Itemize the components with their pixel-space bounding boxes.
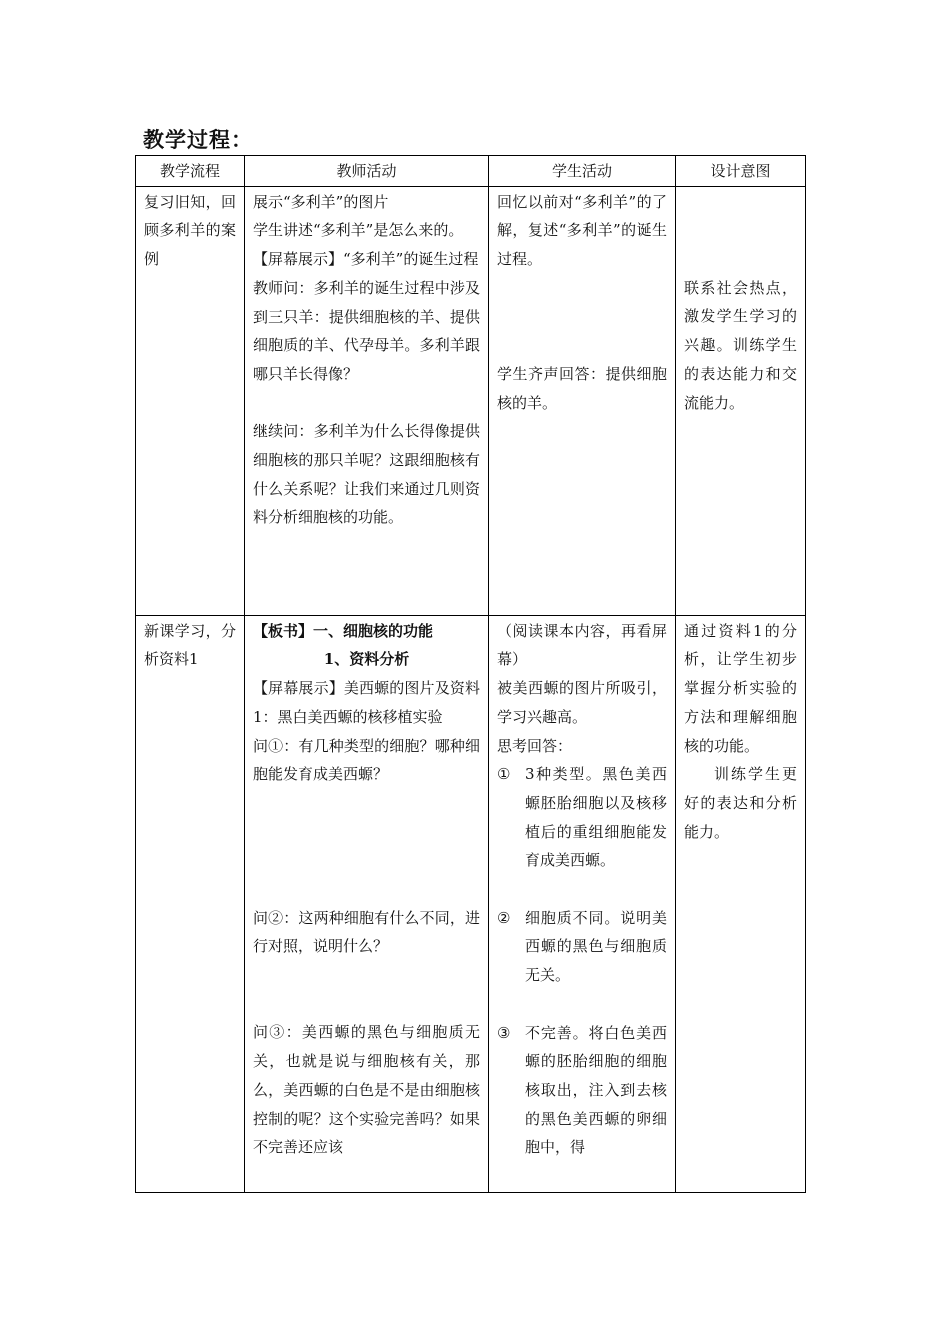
flow-text: 新课学习，分析资料1 (144, 621, 236, 669)
intent-text: 训练学生更好的表达和分析能力。 (684, 765, 797, 841)
student-line: 思考回答： (497, 736, 573, 755)
spacer (253, 389, 480, 418)
flow-cell (136, 186, 245, 615)
answer-marker: ① (497, 765, 511, 784)
header-teacher: 教师活动 (245, 156, 489, 187)
board-heading (253, 617, 480, 646)
spacer (253, 818, 480, 847)
spacer (497, 274, 667, 303)
spacer (253, 846, 480, 875)
spacer (253, 875, 480, 904)
answer-marker: ③ (497, 1023, 511, 1042)
student-line: 回忆以前对“多利羊”的了解，复述“多利羊”的诞生过程。 (497, 192, 667, 269)
lesson-table (135, 155, 806, 1193)
student-cell (489, 186, 676, 615)
header-student: 学生活动 (489, 156, 676, 187)
spacer (253, 961, 480, 990)
spacer (497, 331, 667, 360)
question-2: 问②：这两种细胞有什么不同，进行对照，说明什么？ (253, 908, 480, 956)
board-subheading: 1、资料分析 (323, 650, 410, 669)
flow-cell (136, 615, 245, 1192)
teacher-line: 学生讲述“多利羊”是怎么来的。 (253, 221, 464, 240)
intent-cell (676, 615, 806, 1192)
student-cell (489, 615, 676, 1192)
spacer (497, 990, 667, 1019)
answer-2 (497, 904, 667, 990)
teacher-cell (245, 615, 489, 1192)
answer-text: 不完善。将白色美西螈的胚胎细胞的细胞核取出，注入到去核的黑色美西螈的卵细胞中，得 (525, 1023, 667, 1157)
answer-text: 细胞质不同。说明美西螈的黑色与细胞质无关。 (525, 908, 667, 985)
board-title: 一、细胞核的功能 (313, 621, 434, 640)
answer-text: 3种类型。黑色美西螈胚胎细胞以及核移植后的重组细胞能发育成美西螈。 (525, 765, 667, 870)
spacer (253, 990, 480, 1019)
spacer (497, 303, 667, 332)
header-flow: 教学流程 (136, 156, 245, 187)
page-title: 教学过程： (143, 128, 253, 152)
answer-1 (497, 760, 667, 875)
board-tag: 【板书】 (253, 621, 314, 640)
student-line: （阅读课本内容，再看屏幕） (497, 621, 667, 669)
table-header-row (136, 156, 806, 187)
answer-marker: ② (497, 908, 511, 927)
teacher-line: 继续问：多利羊为什么长得像提供细胞核的那只羊呢？这跟细胞核有什么关系呢？让我们来通过几则资料分析细胞核的功能。 (253, 422, 480, 527)
question-1: 问①：有几种类型的细胞？哪种细胞能发育成美西螈？ (253, 736, 480, 784)
table-row (136, 615, 806, 1192)
intent-text: 联系社会热点，激发学生学习的兴趣。训练学生的表达能力和交流能力。 (684, 278, 797, 412)
spacer (497, 875, 667, 904)
student-line: 被美西螈的图片所吸引，学习兴趣高。 (497, 679, 667, 726)
spacer (684, 216, 797, 245)
intent-cell (676, 186, 806, 615)
table-row (136, 186, 806, 615)
teacher-line: 教师问：多利羊的诞生过程中涉及到三只羊：提供细胞核的羊、提供细胞质的羊、代孕母羊。多利羊跟哪只羊长得像？ (253, 278, 480, 383)
teacher-line: 【屏幕展示】“多利羊”的诞生过程 (253, 250, 479, 269)
student-line: 学生齐声回答：提供细胞核的羊。 (497, 364, 667, 412)
teacher-cell (245, 186, 489, 615)
header-intent: 设计意图 (676, 156, 806, 187)
spacer (253, 789, 480, 818)
teacher-line: 【屏幕展示】美西螈的图片及资料1：黑白美西螈的核移植实验 (253, 679, 480, 726)
teacher-line: 展示“多利羊”的图片 (253, 192, 389, 211)
intent-text: 通过资料1的分析，让学生初步掌握分析实验的方法和理解细胞核的功能。 (684, 621, 797, 755)
flow-text: 复习旧知，回顾多利羊的案例 (144, 192, 236, 269)
answer-3 (497, 1019, 667, 1163)
spacer (684, 245, 797, 274)
question-3: 问③：美西螈的黑色与细胞质无关，也就是说与细胞核有关，那么，美西螈的白色是不是由细胞核控制的呢？这个实验完善吗？如果不完善还应该 (253, 1023, 480, 1157)
spacer (684, 188, 797, 217)
